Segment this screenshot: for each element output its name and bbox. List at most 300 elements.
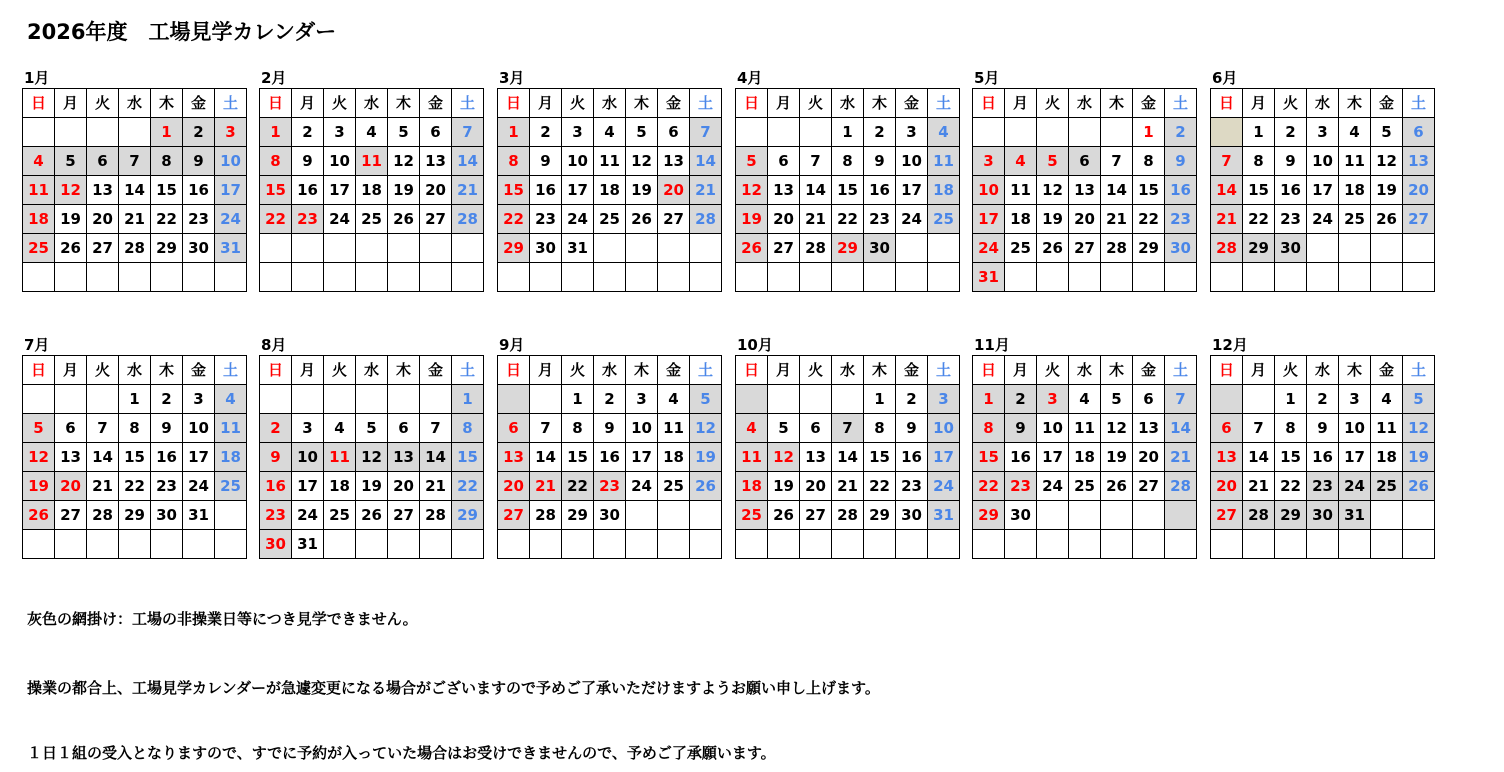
- day-cell: 10: [324, 147, 356, 176]
- day-cell: 17: [1037, 443, 1069, 472]
- empty-cell: [87, 263, 119, 292]
- day-cell: 4: [23, 147, 55, 176]
- empty-cell: [626, 501, 658, 530]
- day-cell: 17: [973, 205, 1005, 234]
- weekday-header: 木: [151, 356, 183, 385]
- empty-cell: [736, 118, 768, 147]
- day-cell: 2: [896, 385, 928, 414]
- day-cell: 25: [594, 205, 626, 234]
- empty-cell: [1211, 118, 1243, 147]
- day-cell: 27: [658, 205, 690, 234]
- empty-cell: [1211, 385, 1243, 414]
- day-cell: 27: [87, 234, 119, 263]
- day-cell: 3: [1339, 385, 1371, 414]
- empty-cell: [55, 385, 87, 414]
- month-calendar: [259, 335, 484, 559]
- day-cell: 20: [55, 472, 87, 501]
- day-cell: 19: [626, 176, 658, 205]
- empty-cell: [23, 118, 55, 147]
- day-cell: 23: [292, 205, 324, 234]
- weekday-header: 火: [800, 89, 832, 118]
- day-cell: 3: [928, 385, 960, 414]
- day-cell: 24: [896, 205, 928, 234]
- day-cell: 7: [87, 414, 119, 443]
- day-cell: 12: [388, 147, 420, 176]
- empty-cell: [832, 530, 864, 559]
- weekday-header: 木: [388, 356, 420, 385]
- empty-cell: [87, 385, 119, 414]
- day-cell: 29: [973, 501, 1005, 530]
- empty-cell: [1037, 530, 1069, 559]
- empty-cell: [1101, 263, 1133, 292]
- day-cell: 20: [800, 472, 832, 501]
- day-cell: 6: [388, 414, 420, 443]
- weekday-header: 土: [215, 89, 247, 118]
- empty-cell: [356, 234, 388, 263]
- weekday-header: 火: [324, 356, 356, 385]
- weekday-header: 土: [215, 356, 247, 385]
- empty-cell: [594, 530, 626, 559]
- empty-cell: [768, 118, 800, 147]
- day-cell: 23: [896, 472, 928, 501]
- empty-cell: [215, 530, 247, 559]
- day-cell: 13: [55, 443, 87, 472]
- day-cell: 22: [1243, 205, 1275, 234]
- day-cell: 3: [973, 147, 1005, 176]
- day-cell: 6: [1069, 147, 1101, 176]
- day-cell: 14: [1165, 414, 1197, 443]
- empty-cell: [1133, 501, 1165, 530]
- day-cell: 11: [1371, 414, 1403, 443]
- day-cell: 19: [55, 205, 87, 234]
- day-cell: 2: [292, 118, 324, 147]
- day-cell: 15: [562, 443, 594, 472]
- empty-cell: [388, 234, 420, 263]
- day-cell: 15: [498, 176, 530, 205]
- empty-cell: [1275, 263, 1307, 292]
- day-cell: 22: [452, 472, 484, 501]
- day-cell: 18: [594, 176, 626, 205]
- weekday-header: 日: [736, 89, 768, 118]
- day-cell: 29: [498, 234, 530, 263]
- day-cell: 21: [420, 472, 452, 501]
- day-cell: 9: [594, 414, 626, 443]
- note-one-group: １日１組の受入となりますので、すでに予約が入っていた場合はお受けできませんので、予めご了承願います。: [27, 744, 776, 762]
- day-cell: 18: [1069, 443, 1101, 472]
- empty-cell: [1403, 234, 1435, 263]
- day-cell: 12: [690, 414, 722, 443]
- day-cell: 29: [1275, 501, 1307, 530]
- empty-cell: [420, 530, 452, 559]
- weekday-header: 木: [864, 356, 896, 385]
- empty-cell: [1307, 530, 1339, 559]
- day-cell: 17: [562, 176, 594, 205]
- weekday-header: 木: [626, 356, 658, 385]
- empty-cell: [530, 263, 562, 292]
- day-cell: 21: [832, 472, 864, 501]
- day-cell: 1: [452, 385, 484, 414]
- day-cell: 4: [928, 118, 960, 147]
- day-cell: 22: [562, 472, 594, 501]
- empty-cell: [151, 530, 183, 559]
- empty-cell: [690, 234, 722, 263]
- empty-cell: [55, 530, 87, 559]
- empty-cell: [356, 530, 388, 559]
- empty-cell: [183, 263, 215, 292]
- empty-cell: [1403, 263, 1435, 292]
- empty-cell: [119, 263, 151, 292]
- day-cell: 27: [1211, 501, 1243, 530]
- empty-cell: [800, 263, 832, 292]
- weekday-header: 金: [183, 356, 215, 385]
- empty-cell: [1069, 118, 1101, 147]
- day-cell: 10: [183, 414, 215, 443]
- day-cell: 23: [594, 472, 626, 501]
- page-title: 2026年度 工場見学カレンダー: [27, 20, 337, 44]
- day-cell: 26: [356, 501, 388, 530]
- day-cell: 18: [928, 176, 960, 205]
- empty-cell: [658, 530, 690, 559]
- month-calendar: [497, 68, 722, 292]
- empty-cell: [292, 263, 324, 292]
- day-cell: 20: [1069, 205, 1101, 234]
- day-cell: 14: [1101, 176, 1133, 205]
- day-cell: 19: [1101, 443, 1133, 472]
- month-table: [497, 88, 722, 292]
- day-cell: 11: [324, 443, 356, 472]
- day-cell: 24: [1339, 472, 1371, 501]
- day-cell: 7: [1165, 385, 1197, 414]
- day-cell: 5: [1371, 118, 1403, 147]
- day-cell: 22: [973, 472, 1005, 501]
- day-cell: 23: [530, 205, 562, 234]
- day-cell: 13: [1133, 414, 1165, 443]
- day-cell: 4: [215, 385, 247, 414]
- day-cell: 11: [736, 443, 768, 472]
- empty-cell: [1069, 263, 1101, 292]
- month-table: [735, 355, 960, 559]
- day-cell: 19: [736, 205, 768, 234]
- empty-cell: [215, 501, 247, 530]
- weekday-header: 金: [658, 356, 690, 385]
- empty-cell: [498, 263, 530, 292]
- weekday-header: 金: [1371, 89, 1403, 118]
- day-cell: 18: [658, 443, 690, 472]
- day-cell: 12: [55, 176, 87, 205]
- empty-cell: [356, 263, 388, 292]
- day-cell: 30: [1307, 501, 1339, 530]
- day-cell: 30: [1275, 234, 1307, 263]
- day-cell: 9: [151, 414, 183, 443]
- day-cell: 18: [23, 205, 55, 234]
- empty-cell: [23, 530, 55, 559]
- weekday-header: 金: [183, 89, 215, 118]
- day-cell: 4: [1339, 118, 1371, 147]
- day-cell: 2: [1275, 118, 1307, 147]
- empty-cell: [1403, 501, 1435, 530]
- empty-cell: [1403, 530, 1435, 559]
- empty-cell: [626, 263, 658, 292]
- empty-cell: [1005, 530, 1037, 559]
- day-cell: 19: [356, 472, 388, 501]
- empty-cell: [260, 234, 292, 263]
- empty-cell: [23, 385, 55, 414]
- day-cell: 24: [215, 205, 247, 234]
- month-calendar: [1210, 68, 1435, 292]
- empty-cell: [388, 530, 420, 559]
- day-cell: 19: [388, 176, 420, 205]
- day-cell: 1: [1133, 118, 1165, 147]
- weekday-header: 月: [55, 356, 87, 385]
- day-cell: 30: [594, 501, 626, 530]
- weekday-header: 木: [1101, 356, 1133, 385]
- empty-cell: [768, 263, 800, 292]
- day-cell: 30: [896, 501, 928, 530]
- empty-cell: [388, 385, 420, 414]
- day-cell: 26: [23, 501, 55, 530]
- day-cell: 30: [1165, 234, 1197, 263]
- day-cell: 5: [626, 118, 658, 147]
- day-cell: 13: [498, 443, 530, 472]
- weekday-header: 火: [87, 356, 119, 385]
- day-cell: 8: [260, 147, 292, 176]
- day-cell: 13: [768, 176, 800, 205]
- empty-cell: [151, 263, 183, 292]
- day-cell: 8: [832, 147, 864, 176]
- day-cell: 13: [388, 443, 420, 472]
- empty-cell: [324, 385, 356, 414]
- day-cell: 5: [388, 118, 420, 147]
- day-cell: 11: [356, 147, 388, 176]
- weekday-header: 木: [864, 89, 896, 118]
- day-cell: 20: [388, 472, 420, 501]
- day-cell: 30: [1005, 501, 1037, 530]
- day-cell: 14: [1211, 176, 1243, 205]
- empty-cell: [87, 530, 119, 559]
- empty-cell: [973, 118, 1005, 147]
- empty-cell: [1371, 530, 1403, 559]
- day-cell: 3: [562, 118, 594, 147]
- empty-cell: [1165, 501, 1197, 530]
- weekday-header: 土: [452, 356, 484, 385]
- weekday-header: 火: [1275, 89, 1307, 118]
- day-cell: 11: [658, 414, 690, 443]
- day-cell: 14: [690, 147, 722, 176]
- weekday-header: 月: [1243, 356, 1275, 385]
- note-changes: 操業の都合上、工場見学カレンダーが急遽変更になる場合がございますので予めご了承いただけますようお願い申し上げます。: [27, 679, 880, 697]
- day-cell: 19: [768, 472, 800, 501]
- month-calendar: [497, 335, 722, 559]
- day-cell: 31: [562, 234, 594, 263]
- empty-cell: [832, 263, 864, 292]
- day-cell: 1: [973, 385, 1005, 414]
- day-cell: 20: [768, 205, 800, 234]
- day-cell: 21: [87, 472, 119, 501]
- weekday-header: 木: [626, 89, 658, 118]
- empty-cell: [1069, 501, 1101, 530]
- day-cell: 7: [1211, 147, 1243, 176]
- day-cell: 20: [1211, 472, 1243, 501]
- day-cell: 18: [324, 472, 356, 501]
- weekday-header: 日: [973, 356, 1005, 385]
- day-cell: 3: [1307, 118, 1339, 147]
- day-cell: 8: [452, 414, 484, 443]
- day-cell: 27: [768, 234, 800, 263]
- day-cell: 29: [452, 501, 484, 530]
- day-cell: 8: [1133, 147, 1165, 176]
- month-table: [735, 88, 960, 292]
- day-cell: 16: [183, 176, 215, 205]
- weekday-header: 日: [1211, 89, 1243, 118]
- day-cell: 28: [530, 501, 562, 530]
- day-cell: 20: [1403, 176, 1435, 205]
- month-calendar: [22, 335, 247, 559]
- month-calendar: [972, 335, 1197, 559]
- day-cell: 23: [864, 205, 896, 234]
- day-cell: 2: [530, 118, 562, 147]
- day-cell: 13: [658, 147, 690, 176]
- day-cell: 23: [1165, 205, 1197, 234]
- weekday-header: 日: [260, 89, 292, 118]
- month-table: [259, 88, 484, 292]
- empty-cell: [594, 263, 626, 292]
- day-cell: 1: [119, 385, 151, 414]
- weekday-header: 金: [896, 89, 928, 118]
- day-cell: 30: [864, 234, 896, 263]
- day-cell: 5: [690, 385, 722, 414]
- day-cell: 28: [690, 205, 722, 234]
- day-cell: 4: [736, 414, 768, 443]
- empty-cell: [1005, 118, 1037, 147]
- month-label: 10月: [737, 336, 773, 354]
- day-cell: 3: [215, 118, 247, 147]
- weekday-header: 火: [562, 356, 594, 385]
- day-cell: 25: [658, 472, 690, 501]
- empty-cell: [1243, 530, 1275, 559]
- day-cell: 9: [1275, 147, 1307, 176]
- weekday-header: 金: [420, 356, 452, 385]
- day-cell: 17: [292, 472, 324, 501]
- day-cell: 18: [1005, 205, 1037, 234]
- day-cell: 2: [594, 385, 626, 414]
- empty-cell: [1339, 234, 1371, 263]
- day-cell: 11: [594, 147, 626, 176]
- day-cell: 7: [690, 118, 722, 147]
- day-cell: 28: [832, 501, 864, 530]
- empty-cell: [1371, 501, 1403, 530]
- day-cell: 26: [55, 234, 87, 263]
- day-cell: 26: [1403, 472, 1435, 501]
- weekday-header: 日: [23, 89, 55, 118]
- day-cell: 12: [1101, 414, 1133, 443]
- month-label: 5月: [974, 69, 1000, 87]
- empty-cell: [690, 263, 722, 292]
- day-cell: 1: [1275, 385, 1307, 414]
- day-cell: 7: [1243, 414, 1275, 443]
- weekday-header: 月: [530, 356, 562, 385]
- weekday-header: 水: [1069, 89, 1101, 118]
- empty-cell: [1101, 501, 1133, 530]
- day-cell: 29: [864, 501, 896, 530]
- month-table: [972, 88, 1197, 292]
- day-cell: 8: [119, 414, 151, 443]
- month-label: 11月: [974, 336, 1010, 354]
- day-cell: 13: [420, 147, 452, 176]
- day-cell: 19: [690, 443, 722, 472]
- day-cell: 24: [183, 472, 215, 501]
- weekday-header: 日: [973, 89, 1005, 118]
- month-table: [972, 355, 1197, 559]
- month-table: [22, 355, 247, 559]
- day-cell: 10: [928, 414, 960, 443]
- day-cell: 5: [1101, 385, 1133, 414]
- empty-cell: [1037, 501, 1069, 530]
- weekday-header: 水: [1307, 356, 1339, 385]
- day-cell: 2: [151, 385, 183, 414]
- day-cell: 17: [626, 443, 658, 472]
- day-cell: 28: [1243, 501, 1275, 530]
- day-cell: 10: [973, 176, 1005, 205]
- day-cell: 25: [356, 205, 388, 234]
- day-cell: 23: [1307, 472, 1339, 501]
- day-cell: 6: [1211, 414, 1243, 443]
- day-cell: 8: [562, 414, 594, 443]
- day-cell: 17: [1307, 176, 1339, 205]
- day-cell: 18: [1339, 176, 1371, 205]
- weekday-header: 月: [768, 356, 800, 385]
- day-cell: 7: [420, 414, 452, 443]
- day-cell: 29: [119, 501, 151, 530]
- day-cell: 5: [1403, 385, 1435, 414]
- day-cell: 10: [215, 147, 247, 176]
- day-cell: 25: [324, 501, 356, 530]
- day-cell: 22: [1133, 205, 1165, 234]
- day-cell: 9: [1307, 414, 1339, 443]
- day-cell: 26: [388, 205, 420, 234]
- day-cell: 7: [452, 118, 484, 147]
- weekday-header: 月: [1243, 89, 1275, 118]
- day-cell: 15: [151, 176, 183, 205]
- day-cell: 6: [1403, 118, 1435, 147]
- empty-cell: [55, 263, 87, 292]
- day-cell: 17: [1339, 443, 1371, 472]
- empty-cell: [452, 263, 484, 292]
- day-cell: 10: [562, 147, 594, 176]
- empty-cell: [973, 530, 1005, 559]
- day-cell: 17: [183, 443, 215, 472]
- day-cell: 31: [183, 501, 215, 530]
- day-cell: 12: [23, 443, 55, 472]
- weekday-header: 金: [896, 356, 928, 385]
- empty-cell: [55, 118, 87, 147]
- day-cell: 14: [800, 176, 832, 205]
- day-cell: 15: [452, 443, 484, 472]
- day-cell: 24: [292, 501, 324, 530]
- empty-cell: [1165, 263, 1197, 292]
- weekday-header: 月: [768, 89, 800, 118]
- day-cell: 3: [292, 414, 324, 443]
- month-label: 2月: [261, 69, 287, 87]
- weekday-header: 日: [1211, 356, 1243, 385]
- day-cell: 26: [626, 205, 658, 234]
- day-cell: 1: [151, 118, 183, 147]
- weekday-header: 土: [1165, 89, 1197, 118]
- day-cell: 3: [183, 385, 215, 414]
- weekday-header: 金: [1133, 356, 1165, 385]
- empty-cell: [1005, 263, 1037, 292]
- weekday-header: 土: [1165, 356, 1197, 385]
- day-cell: 22: [260, 205, 292, 234]
